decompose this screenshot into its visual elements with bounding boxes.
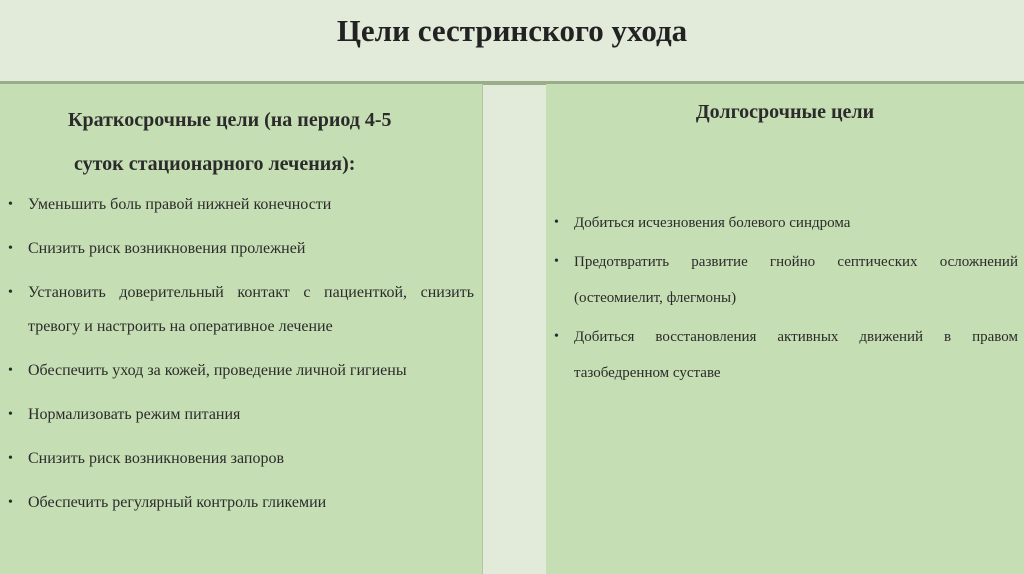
list-item-text: Установить доверительный контакт с пациенткой, снизить тревогу и настроить на оперативное лечение [28, 284, 474, 335]
bullet-icon: • [8, 241, 13, 256]
list-item [554, 319, 1018, 391]
list-item-text: Обеспечить регулярный контроль гликемии [28, 494, 327, 511]
long-term-goals-heading: Долгосрочные цели [695, 101, 875, 123]
list-item [8, 276, 474, 344]
long-term-goals-panel [546, 84, 1024, 574]
list-item-text: Предотвратить развитие гнойно септических осложнений (остеомиелит, флегмоны) [574, 254, 1018, 306]
list-item [8, 442, 474, 476]
bullet-icon: • [554, 254, 559, 269]
list-item-text: Добиться восстановления активных движений в правом тазобедренном суставе [574, 329, 1018, 381]
list-item [8, 486, 474, 520]
short-term-goals-list [8, 188, 474, 530]
list-item [8, 354, 474, 388]
short-term-heading-line1: Краткосрочные цели (на период 4-5 [68, 109, 392, 131]
list-item-text: Обеспечить уход за кожей, проведение личной гигиены [28, 362, 407, 379]
list-item [8, 232, 474, 266]
list-item [8, 188, 474, 222]
bullet-icon: • [8, 407, 13, 422]
short-term-heading-line2: суток стационарного лечения): [74, 153, 356, 175]
bullet-icon: • [8, 197, 13, 212]
list-item-text: Снизить риск возникновения запоров [28, 450, 285, 467]
bullet-icon: • [554, 215, 559, 230]
short-term-goals-panel [0, 84, 483, 574]
bullet-icon: • [8, 363, 13, 378]
list-item [554, 244, 1018, 316]
long-term-goals-list [554, 205, 1018, 394]
bullet-icon: • [8, 451, 13, 466]
list-item [8, 398, 474, 432]
list-item [554, 205, 1018, 241]
list-item-text: Нормализовать режим питания [28, 406, 241, 423]
list-item-text: Добиться исчезновения болевого синдрома [574, 215, 851, 231]
list-item-text: Снизить риск возникновения пролежней [28, 240, 306, 257]
list-item-text: Уменьшить боль правой нижней конечности [28, 196, 332, 213]
bullet-icon: • [554, 329, 559, 344]
short-term-goals-heading [68, 98, 468, 186]
bullet-icon: • [8, 495, 13, 510]
page-title: Цели сестринского ухода [336, 13, 688, 48]
bullet-icon: • [8, 285, 13, 300]
